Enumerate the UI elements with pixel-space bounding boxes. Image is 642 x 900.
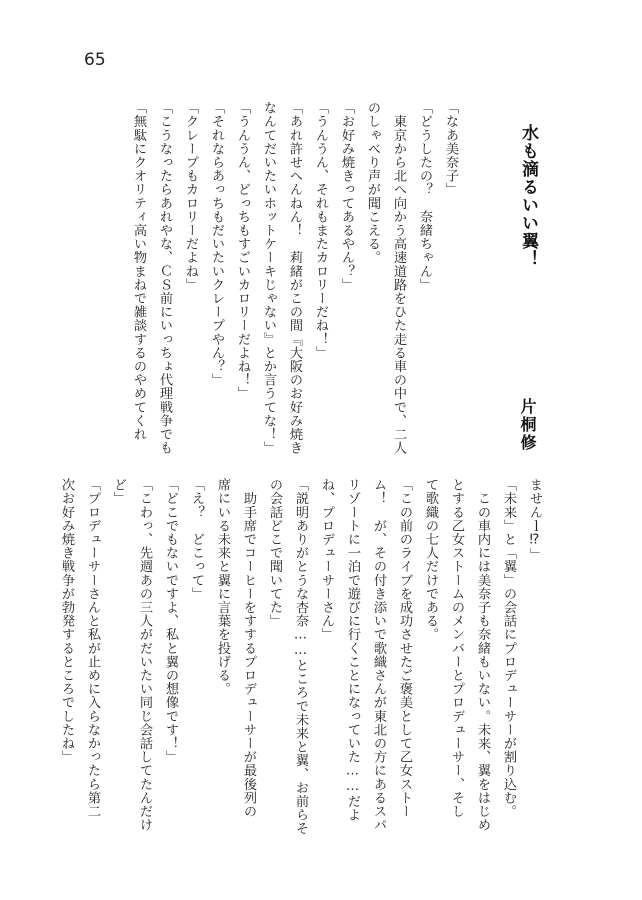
text-line: 「この前のライブを成功させたご褒美として乙女ストー	[397, 478, 412, 818]
text-line: のしゃべり声が聞こえる。	[365, 101, 380, 265]
text-line: 「無駄にクオリティ高い物まねで雑談するのやめてくれ	[131, 101, 146, 441]
chapter-title: 水も滴るいい翼！	[518, 124, 538, 268]
text-line: て歌織の七人だけである。	[423, 478, 438, 642]
text-line: 「未来」と「翼」の会話にプロデューサーが割り込む。	[501, 478, 516, 818]
text-line: ませんｌ⁉」	[527, 478, 542, 562]
text-line: 「それならあっちもだいたいクレープやん？」	[209, 101, 224, 387]
text-line: 「あれ許せへんねん！ 莉緒がこの間『大阪のお好み焼き	[287, 101, 302, 455]
text-line: 助手席でコーヒーをすするプロデューサーが最後列の	[241, 478, 256, 818]
text-line: の会話どこで聞いてた」	[267, 478, 282, 628]
body-text-lower	[59, 478, 547, 836]
text-line: なんてだいたいホットケーキじゃない』とか言うてな！」	[261, 101, 276, 455]
page-number: 65	[84, 50, 106, 70]
text-line: ム！ が、その付き添いで歌織さんが東北の方にあるスパ	[371, 478, 386, 832]
text-line: とする乙女ストームのメンバーとプロデューサー、そし	[449, 478, 464, 818]
text-line: 「プロデューサーさんと私が止めに入らなかったら第二	[85, 478, 100, 818]
text-line: 「こわっ、先週あの三人がだいたい同じ会話してたんだけ	[137, 478, 152, 832]
text-line: この車内には美奈子も奈緒もいない。未来、翼をはじめ	[475, 478, 490, 832]
text-line: 「クレープもカロリーだよね」	[183, 101, 198, 292]
text-line: 「うんうん、それもまたカロリーだね！」	[313, 101, 328, 360]
text-line: 席にいる未来と翼に言葉を投げる。	[215, 478, 230, 696]
text-line: 東京から北へ向かう高速道路をひた走る車の中で、二人	[391, 101, 406, 455]
text-line: 「うんうん、どっちもすごいカロリーだよね！」	[235, 101, 250, 401]
body-text-upper	[131, 101, 463, 455]
text-line: ね、プロデューサーさん」	[319, 478, 334, 642]
text-line: 「なあ美奈子」	[443, 101, 458, 197]
text-line: 「お好み焼きってあるやん？」	[339, 101, 354, 292]
text-line: リゾートに一泊で遊びに行くことになっていた……だよ	[345, 478, 360, 822]
text-line: 「どこでもないですよ、私と翼の想像です！」	[163, 478, 178, 764]
text-line: 次お好み焼き戦争が勃発するところでしたね」	[59, 478, 74, 764]
text-line: 「どうしたの？ 奈緒ちゃん」	[417, 101, 432, 292]
author-name: 片桐修	[518, 398, 537, 452]
text-line: 「え？ どこって」	[189, 478, 204, 601]
text-line: ど」	[111, 478, 126, 506]
text-line: 「こうなったらあれやな、ＣＳ前にいっちょ代理戦争でも	[157, 101, 172, 455]
text-line: 「説明ありがとうな杏奈……ところで未来と翼、お前らそ	[293, 478, 308, 836]
